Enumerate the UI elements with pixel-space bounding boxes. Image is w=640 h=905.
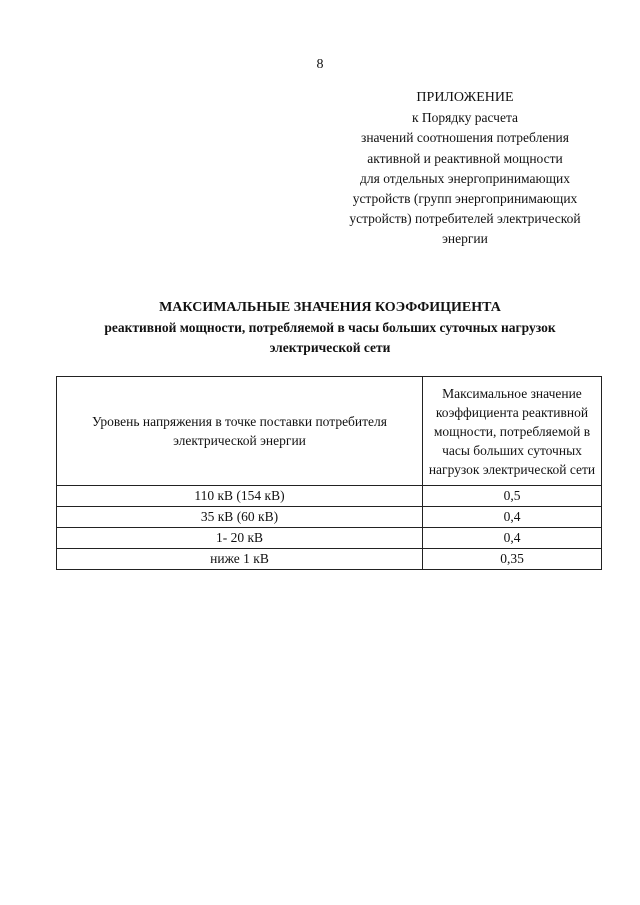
table-row [57,549,602,570]
appendix-line: значений соотношения потребления [361,130,569,146]
appendix-heading: ПРИЛОЖЕНИЕ [416,90,514,105]
document-title [40,298,620,358]
cell-coefficient: 0,4 [423,528,602,549]
page-number: 8 [316,57,324,72]
cell-coefficient: 0,35 [423,549,602,570]
title-sub-line-1: реактивной мощности, потребляемой в часы больших суточных нагрузок [104,320,556,335]
appendix-line: устройств) потребителей электрической [349,211,581,227]
table-row [57,528,602,549]
appendix-line: к Порядку расчета [411,110,519,126]
appendix-line: энергии [442,231,488,247]
cell-voltage: 1- 20 кВ [57,528,423,549]
appendix-block [330,88,600,250]
cell-voltage: 110 кВ (154 кВ) [57,486,423,507]
cell-coefficient: 0,5 [423,486,602,507]
cell-voltage: 35 кВ (60 кВ) [57,507,423,528]
appendix-line: для отдельных энергопринимающих [360,170,570,186]
header-coefficient: Максимальное значение коэффициента реактивной мощности, потребляемой в часы больших суточных нагрузок электрической сети [423,377,602,486]
table-row [57,507,602,528]
appendix-line: устройств (групп энергопринимающих [352,191,578,207]
cell-voltage: ниже 1 кВ [57,549,423,570]
cell-coefficient: 0,4 [423,507,602,528]
appendix-line: активной и реактивной мощности [367,150,563,166]
title-main: МАКСИМАЛЬНЫЕ ЗНАЧЕНИЯ КОЭФФИЦИЕНТА [159,300,501,315]
table-header-row [57,377,602,486]
coefficient-table [56,376,602,570]
header-voltage: Уровень напряжения в точке поставки потребителя электрической энергии [57,377,423,486]
table-row [57,486,602,507]
title-sub-line-2: электрической сети [269,340,391,355]
